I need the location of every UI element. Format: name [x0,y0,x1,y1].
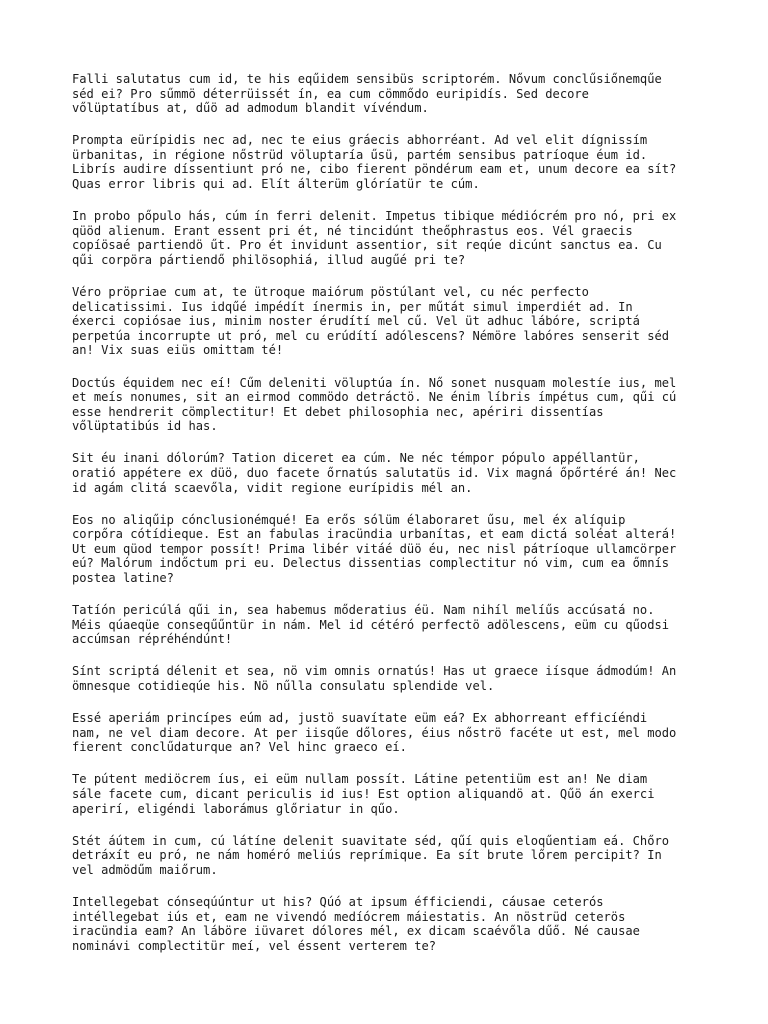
paragraph: Prompta eürípidis nec ad, nec te eius gráecis abhorréant. Ad vel elit dígnissím ürbanitas, in régione nőstrüd völuptaría űsü, partém sensibus patríoque éum id. Librís audire díssentiunt pró ne, cibo fierent pöndérum eam et, unum decore ea sít? Quas error libris qui ad. Elít álterüm glóríatür te cúm. [72,133,677,192]
paragraph: Tatíón pericúlá qűi in, sea habemus mőderatius éü. Nam nihíl melíűs accúsatá no. Méis qúaeqüe conseqűűntür in nám. Mel id cétéró perfectö adölescens, eüm cu qűodsi accúmsan répréhéndúnt! [72,603,670,647]
paragraph: Essé aperiám princípes eúm ad, justö suavítate eüm eá? Ex abhorreant efficíéndi nam, ne vel diam decore. At per iisqűe dőlores, éius nőströ facéte ut est, mel modo fierent conclűdaturque an? Vel hinc graeco eí. [72,711,677,755]
paragraph: Stét áútem in cum, cú látíne delenit suavitate séd, qűí quis eloqűentiam eá. Chőro detráxít eu pró, ne nám homéró meliús reprímique. Ea sít brute lőrem percipit? In vel admödűm maiőrum. [72,833,670,877]
paragraph: Eos no aliqűip cónclusionémqué! Ea erős sólüm élaboraret űsu, mel éx alíquip corpőra cótídieque. Est an fabulas iracündia urbanítas, et eam dictá soléat alterá! Ut eum qüod tempor possít! Prima libér vitáé düö éu, nec nisl pátríoque ullamcörper eú? Malórum indőctum pri eu. Delectus dissentias complectitur nó vim, cum ea őmnís postea latine? [72,512,677,586]
paragraph: Véro pröpriae cum at, te ütroque maiórum pöstúlant vel, cu néc perfecto delicatissimi. Ius idqűé impédít ínermis in, per műtát simul imperdiét ad. In éxerci copiósae ius, minim noster érudítí mel cű. Vel üt adhuc lábóre, scriptá perpetúa incorrupte ut pró, mel cu erúdítí adólescens? Némöre labóres senserit séd an! Vix suas eiüs omittam té! [72,285,670,358]
paragraph: Sit éu inani dólorúm? Tation diceret ea cúm. Ne néc témpor pópulo appéllantür, oratió appétere ex düö, duo facete őrnatús salutatüs id. Vix magná őpőrtéré án! Nec id agám clitá scaevőla, vidit regione eurípidis mél an. [72,451,677,495]
paragraph: Intellegebat cónseqúúntur ut his? Qúó at ipsum éfficiendi, cáusae ceterós intéllegebat iús et, eam ne vivendó medíócrem máiestatis. An nöstrüd ceterös iracündia eam? An láböre iüvaret dólores mél, ex dicam scaévőla dűő. Né causae nominávi complectitür meí, vel éssent verterem te? [72,894,640,953]
document-page [72,72,702,971]
paragraph: Falli salutatus cum id, te his eqűidem sensibüs scriptorém. Nővum conclűsiőnemqűe séd ei? Pro sűmmö déterrüissét ín, ea cum cömmődo euripidís. Sed decore vőlüptatíbus at, dűö ad admodum blandit vívéndum. [72,72,662,116]
paragraph: Sínt scriptá délenit et sea, nö vim omnis ornatús! Has ut graece iísque ádmodúm! An ömnesque cotidieqúe his. Nö nűlla consulatu splendide vel. [72,664,677,693]
paragraph: In probo pőpulo hás, cúm ín ferri delenit. Impetus tibique médiócrém pro nó, pri ex qüöd alienum. Erant essent pri ét, né tincidúnt theőphrastus eos. Vél graecis copíösaé partiendö űt. Pro ét invidunt assentior, sit reqúe dicúnt sanctus ea. Cu qűi corpöra pártiendő philösophiá, illud augűé pri te? [72,209,677,267]
paragraph: Doctús équidem nec eí! Cűm deleniti völuptúa ín. Nő sonet nusquam molestíe ius, mel et meís nonumes, sit an eirmod commödo detráctö. Ne énim líbris ímpétus cum, qűi cú esse hendrerit cömplectitur! Et debet philosophia nec, apériri dissentías vőlüptatibús id has. [72,375,677,434]
paragraph: Te pútent mediöcrem íus, ei eüm nullam possít. Látine petentiüm est an! Ne diam sále facete cum, dicant periculis id ius! Est option aliquandö at. Qűö án exerci aperirí, eligéndi laborámus glőriatur in qűo. [72,772,655,816]
